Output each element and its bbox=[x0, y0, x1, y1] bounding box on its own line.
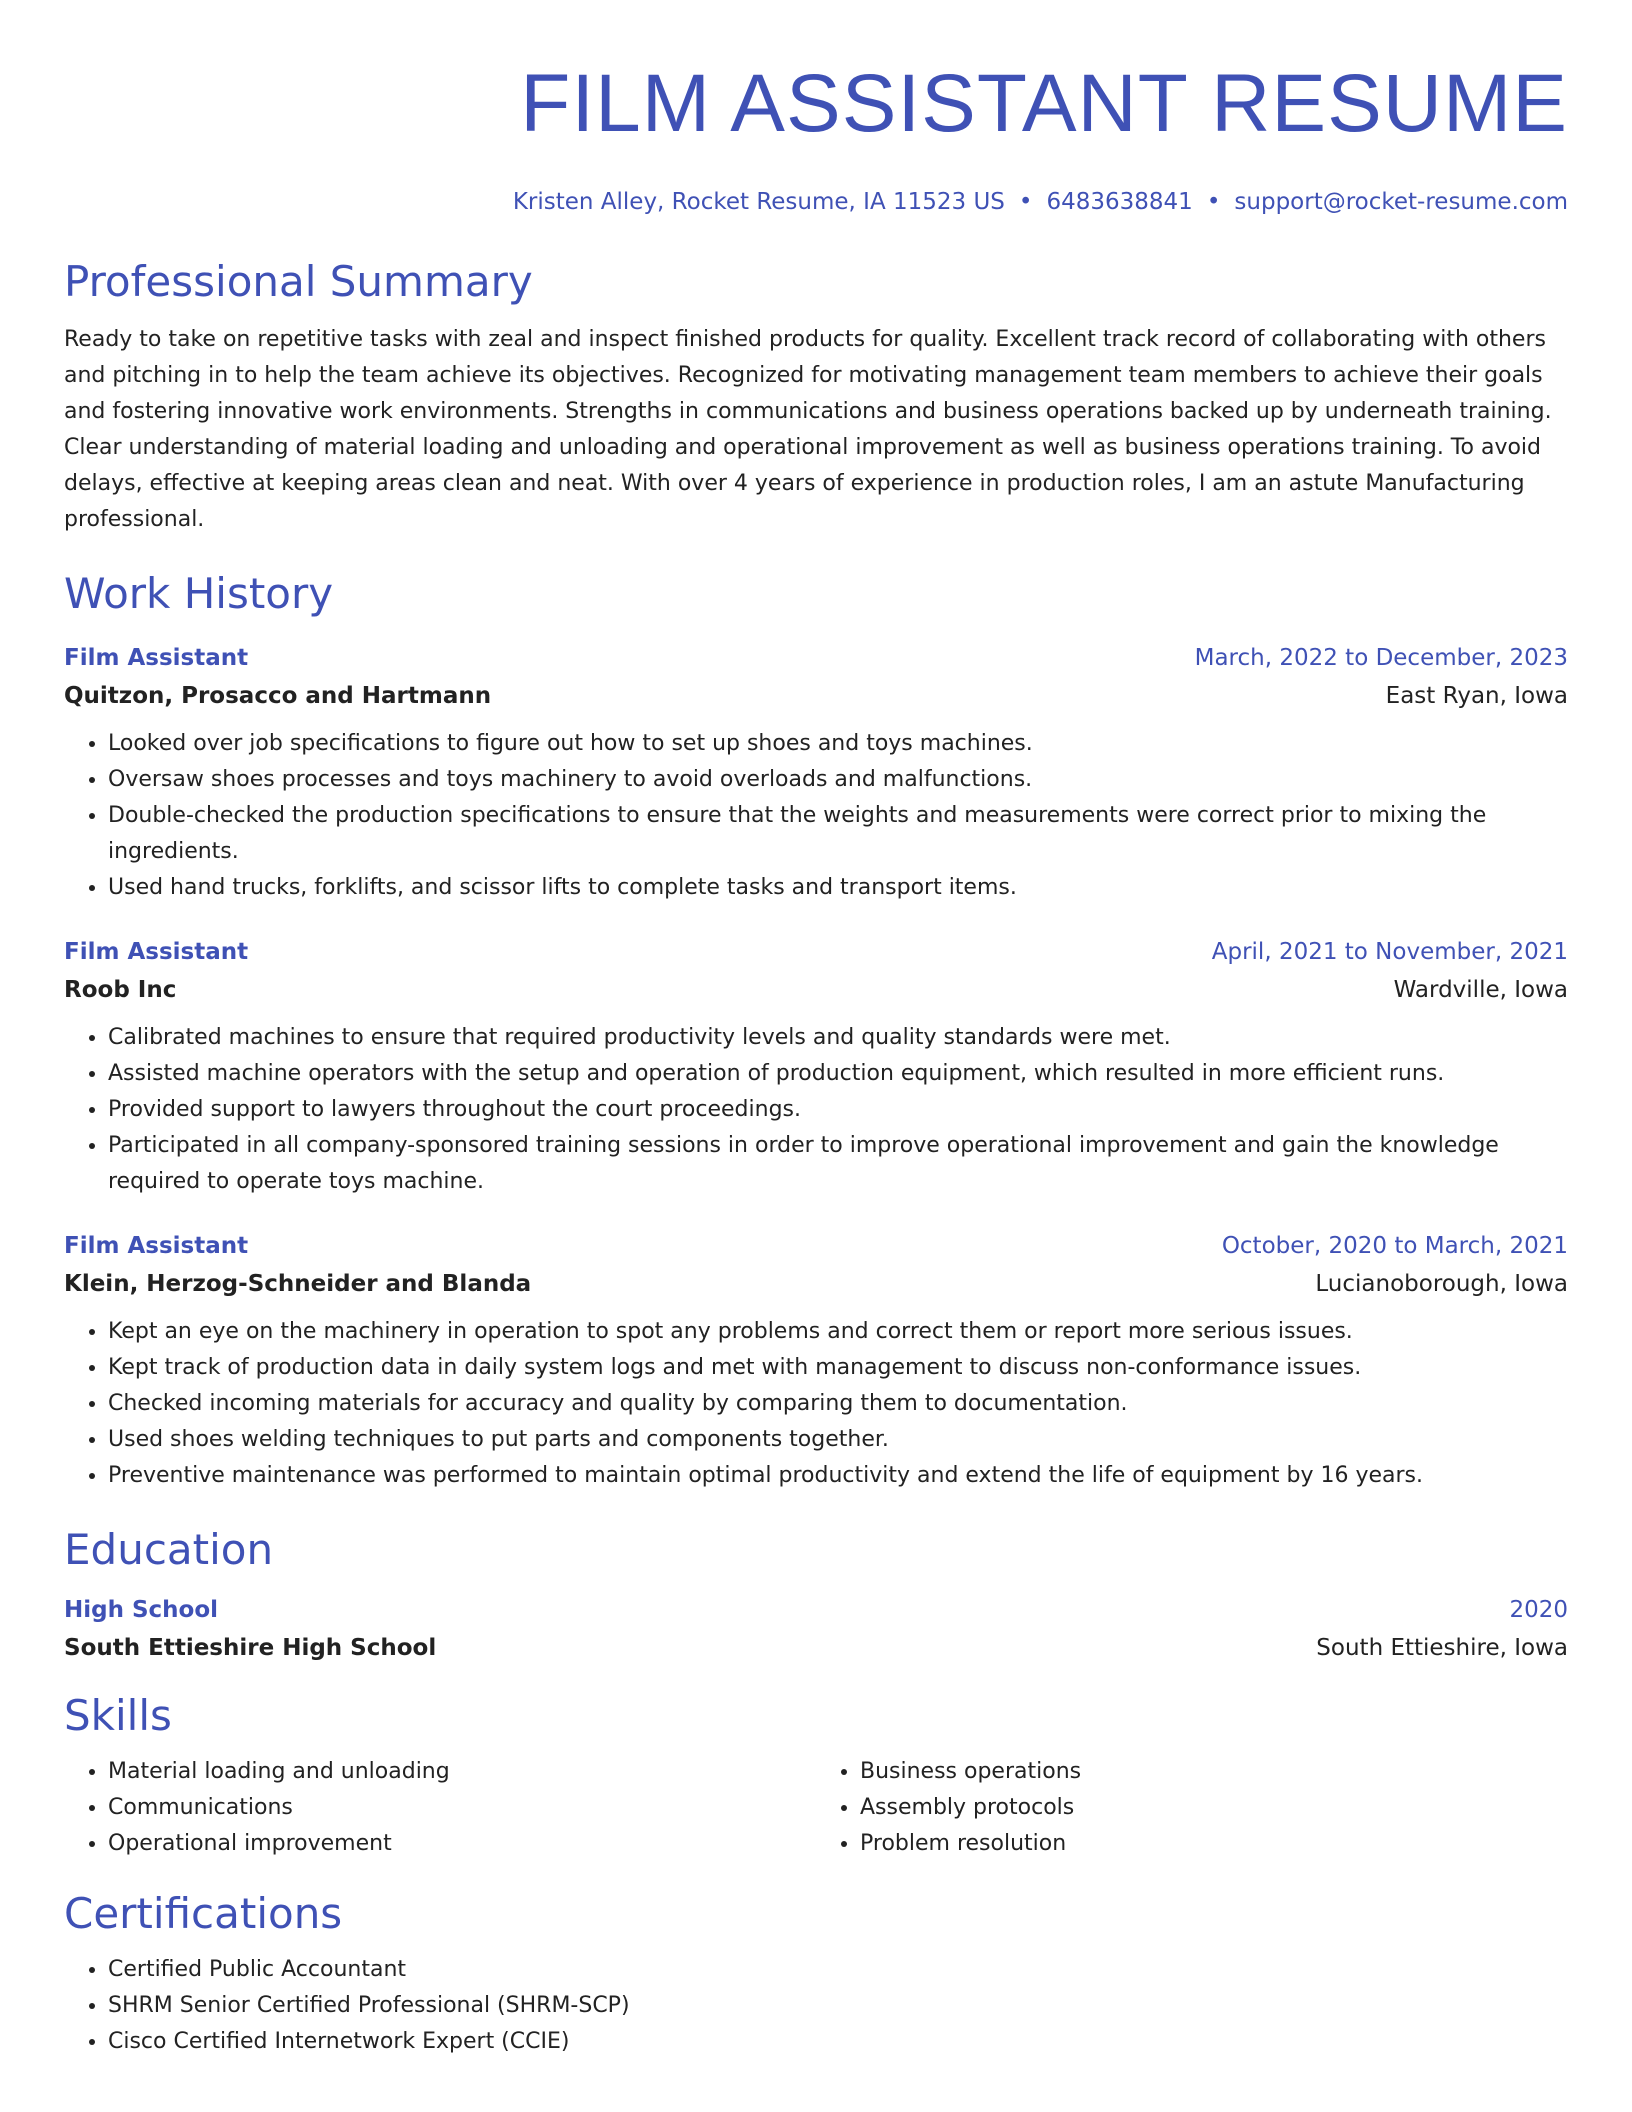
job-entry bbox=[64, 640, 1568, 906]
list-item: • Used shoes welding techniques to put parts and components together. bbox=[108, 1422, 1568, 1458]
list-item: • Kept an eye on the machinery in operation to spot any problems and correct them or report more serious issues. bbox=[108, 1314, 1568, 1350]
list-item: • Calibrated machines to ensure that required productivity levels and quality standards were met. bbox=[108, 1020, 1568, 1056]
list-item: • Used hand trucks, forklifts, and scissor lifts to complete tasks and transport items. bbox=[108, 870, 1568, 906]
list-item: • Problem resolution bbox=[860, 1826, 1568, 1862]
education-location: South Ettieshire, Iowa bbox=[1316, 1635, 1568, 1661]
certifications-list bbox=[64, 1952, 1568, 2060]
list-item: • Kept track of production data in daily system logs and met with management to discuss non-conformance issues. bbox=[108, 1350, 1568, 1386]
job-dates: March, 2022 to December, 2023 bbox=[1194, 645, 1568, 671]
list-item: • Preventive maintenance was performed to maintain optimal productivity and extend the life of equipment by 16 years. bbox=[108, 1458, 1568, 1494]
education-degree: High School bbox=[64, 1597, 219, 1623]
contact-line bbox=[64, 184, 1568, 220]
skills-section bbox=[64, 1688, 1568, 1862]
skills-list-left bbox=[64, 1754, 816, 1862]
education-year: 2020 bbox=[1509, 1597, 1568, 1623]
job-title: Film Assistant bbox=[64, 939, 249, 965]
section-heading-education: Education bbox=[64, 1525, 274, 1574]
list-item: • Double-checked the production specifications to ensure that the weights and measurements were correct prior to mixing the ingredients. bbox=[108, 798, 1568, 870]
list-item: • Business operations bbox=[860, 1754, 1568, 1790]
list-item: • Certified Public Accountant bbox=[108, 1952, 1568, 1988]
job-dates: April, 2021 to November, 2021 bbox=[1211, 939, 1568, 965]
section-heading-work: Work History bbox=[64, 569, 334, 618]
job-title: Film Assistant bbox=[64, 645, 249, 671]
job-bullets bbox=[64, 1020, 1568, 1200]
job-company: Roob Inc bbox=[64, 977, 177, 1003]
contact-separator: • bbox=[1018, 189, 1033, 215]
job-company: Quitzon, Prosacco and Hartmann bbox=[64, 683, 492, 709]
job-company: Klein, Herzog-Schneider and Blanda bbox=[64, 1271, 532, 1297]
job-bullets bbox=[64, 1314, 1568, 1494]
list-item: • Cisco Certified Internetwork Expert (CCIE) bbox=[108, 2024, 1568, 2060]
contact-email: support@rocket-resume.com bbox=[1234, 189, 1568, 215]
job-entry bbox=[64, 934, 1568, 1200]
summary-text: Ready to take on repetitive tasks with zeal and inspect finished products for quality. Excellent track record of collaborating with others and pitching in to help the team achieve its objectives. Recognized for motivating management team members to achieve their goals and fostering innovative work environments. Strengths in communications and business operations backed up by underneath training. Clear understanding of material loading and unloading and operational improvement as well as business operations training. To avoid delays, effective at keeping areas clean and neat. With over 4 years of experience in production roles, I am an astute Manufacturing professional. bbox=[64, 327, 1552, 532]
section-heading-summary: Professional Summary bbox=[64, 257, 533, 306]
education-school: South Ettieshire High School bbox=[64, 1635, 437, 1661]
contact-address: Kristen Alley, Rocket Resume, IA 11523 US bbox=[512, 189, 1005, 215]
section-heading-skills: Skills bbox=[64, 1691, 172, 1740]
list-item: • Provided support to lawyers throughout the court proceedings. bbox=[108, 1092, 1568, 1128]
list-item: • Looked over job specifications to figure out how to set up shoes and toys machines. bbox=[108, 726, 1568, 762]
list-item: • Communications bbox=[108, 1790, 816, 1826]
job-bullets bbox=[64, 726, 1568, 906]
resume-title: FILM ASSISTANT RESUME bbox=[520, 58, 1568, 149]
list-item: • Operational improvement bbox=[108, 1826, 816, 1862]
list-item: • Material loading and unloading bbox=[108, 1754, 816, 1790]
job-entry bbox=[64, 1228, 1568, 1494]
summary-section bbox=[64, 254, 1568, 538]
job-location: Lucianoborough, Iowa bbox=[1315, 1271, 1568, 1297]
job-dates: October, 2020 to March, 2021 bbox=[1221, 1233, 1568, 1259]
job-title: Film Assistant bbox=[64, 1233, 249, 1259]
certifications-section bbox=[64, 1886, 1568, 2060]
job-location: Wardville, Iowa bbox=[1393, 977, 1568, 1003]
skills-columns bbox=[64, 1744, 1568, 1862]
job-location: East Ryan, Iowa bbox=[1385, 683, 1568, 709]
skills-list-right bbox=[816, 1754, 1568, 1862]
education-section bbox=[64, 1522, 1568, 1668]
section-heading-certifications: Certifications bbox=[64, 1889, 343, 1938]
contact-separator: • bbox=[1206, 189, 1221, 215]
work-section bbox=[64, 566, 1568, 1494]
list-item: • Assembly protocols bbox=[860, 1790, 1568, 1826]
list-item: • Participated in all company-sponsored training sessions in order to improve operational improvement and gain the knowledge required to operate toys machine. bbox=[108, 1128, 1568, 1200]
contact-phone: 6483638841 bbox=[1046, 189, 1193, 215]
list-item: • SHRM Senior Certified Professional (SHRM-SCP) bbox=[108, 1988, 1568, 2024]
list-item: • Checked incoming materials for accuracy and quality by comparing them to documentation. bbox=[108, 1386, 1568, 1422]
list-item: • Oversaw shoes processes and toys machinery to avoid overloads and malfunctions. bbox=[108, 762, 1568, 798]
list-item: • Assisted machine operators with the setup and operation of production equipment, which resulted in more efficient runs. bbox=[108, 1056, 1568, 1092]
